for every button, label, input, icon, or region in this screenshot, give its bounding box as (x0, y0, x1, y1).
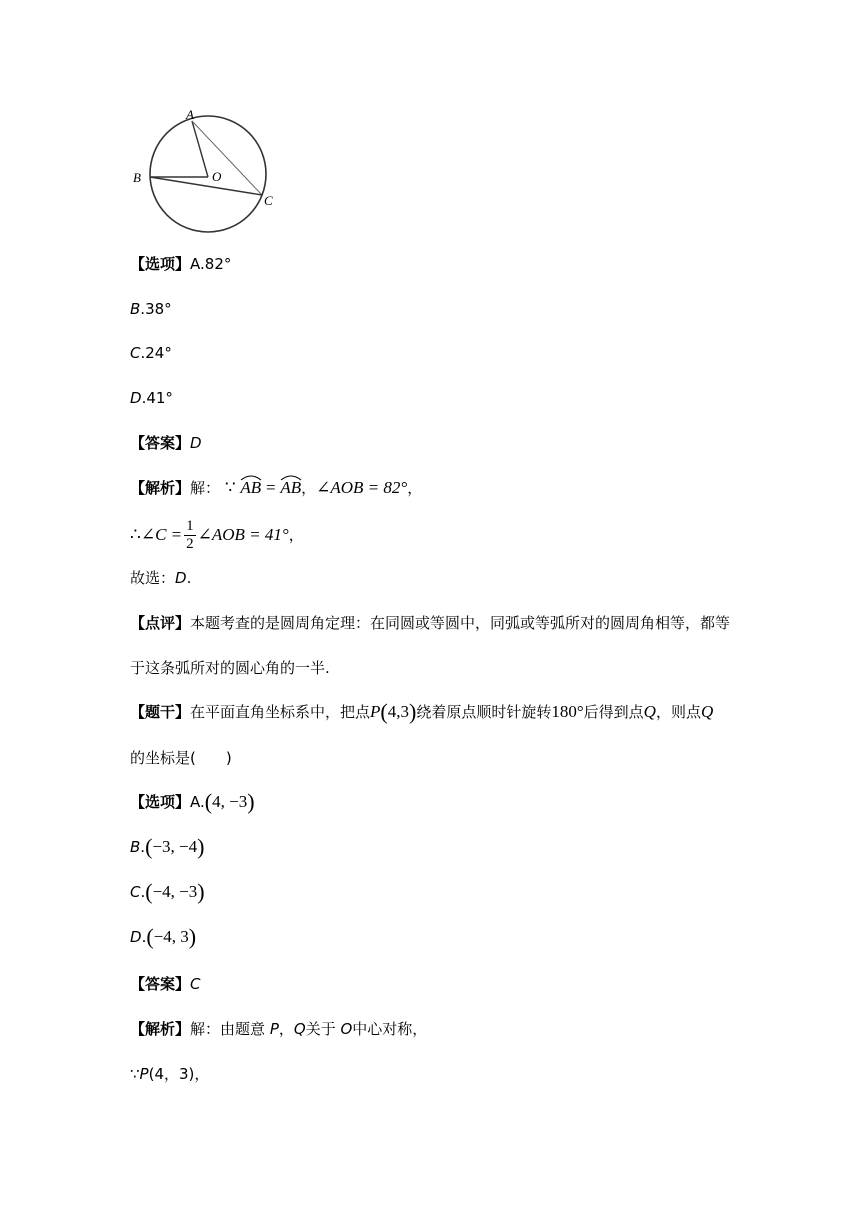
options-tag: 【选项】 (130, 255, 191, 273)
comma: ， (288, 526, 304, 544)
q2-option-a: 【选项】A.(4, −3) (130, 789, 255, 814)
option-letter: C (130, 344, 141, 362)
q1-answer (130, 433, 202, 453)
option-letter: D (130, 389, 142, 407)
choose-letter: D (175, 569, 187, 587)
arc-ab-1: AB (240, 478, 262, 497)
circle-figure (128, 104, 288, 236)
option-value: 4, −3 (212, 792, 248, 811)
point-q: Q (643, 702, 656, 721)
analysis-text: 中心对称， (352, 1020, 428, 1038)
option-value: .38° (140, 300, 172, 318)
point-o: O (340, 1020, 353, 1038)
answer-value: C (190, 975, 201, 993)
option-letter: D (130, 928, 142, 946)
stem-text: 后得到点 (583, 703, 644, 721)
option-prefix: A. (190, 793, 205, 811)
comma: ， (301, 479, 317, 497)
q2-option-c: C.(−4, −3) (130, 879, 205, 904)
q2-option-d: D.(−4, 3) (130, 924, 197, 949)
q1-option-a (130, 254, 231, 274)
q1-option-b (130, 299, 172, 319)
label-b: B (133, 170, 141, 185)
answer-tag: 【答案】 (130, 434, 191, 452)
stem-text: 的坐标是( ) (130, 749, 232, 767)
q2-option-b: B.(−3, −4) (130, 834, 205, 859)
choose-dot: . (186, 569, 192, 587)
option-value: −4, 3 (153, 927, 189, 946)
rotation-angle: 180° (551, 702, 584, 721)
point-p: P (370, 702, 381, 721)
option-value: .24° (140, 344, 172, 362)
comment-tag: 【点评】 (130, 614, 191, 632)
stem-tag: 【题干】 (130, 703, 191, 721)
q1-option-c (130, 343, 172, 363)
analysis-text: 关于 (305, 1020, 336, 1038)
comma: ， (407, 479, 423, 497)
point-p: P (139, 1065, 149, 1083)
stem-text: 绕着原点顺时针旋转 (416, 703, 552, 721)
option-letter: B (130, 838, 141, 856)
because-symbol: ∵ (130, 1065, 140, 1083)
because-symbol: ∵ (224, 478, 236, 497)
comment-text: 本题考查的是圆周角定理：在同圆或等圆中，同弧或等弧所对的圆周角相等，都等 (190, 614, 731, 632)
answer-tag: 【答案】 (130, 975, 191, 993)
analysis-tag: 【解析】 (130, 479, 191, 497)
segment-bc (150, 177, 262, 195)
analysis-tag: 【解析】 (130, 1020, 191, 1038)
option-value: −4, −3 (152, 882, 198, 901)
comma: ， (278, 1020, 294, 1038)
fraction-one-half (184, 518, 196, 553)
q1-comment-line1 (130, 613, 730, 633)
q1-comment-line2 (130, 658, 330, 678)
q2-answer (130, 974, 201, 994)
analysis-text: 解：由题意 (190, 1020, 266, 1038)
choose-prefix: 故选： (130, 569, 176, 587)
option-a-text: A.82° (190, 255, 232, 273)
stem-text: ，则点 (655, 703, 701, 721)
frac-numerator: 1 (186, 518, 194, 534)
q2-analysis-line1 (130, 1019, 427, 1039)
label-a: A (186, 107, 194, 122)
stem-text: 在平面直角坐标系中，把点 (190, 703, 371, 721)
q2-analysis-line2 (130, 1064, 209, 1084)
option-letter: B (130, 300, 141, 318)
q1-option-d (130, 388, 173, 408)
arc-ab-2: AB (280, 478, 302, 497)
point-q: Q (293, 1020, 306, 1038)
q1-choose (130, 568, 191, 588)
point-p: P (269, 1020, 279, 1038)
frac-denominator: 2 (186, 536, 194, 552)
q1-analysis-line2 (130, 515, 304, 555)
option-letter: C (130, 883, 141, 901)
angle-c-rhs: ∠AOB = 41° (197, 525, 289, 544)
options-tag: 【选项】 (130, 793, 191, 811)
option-value: −3, −4 (152, 837, 198, 856)
q1-analysis-line1 (130, 478, 422, 498)
equals-sign: = (265, 478, 276, 497)
point-q: Q (700, 702, 714, 721)
label-o: O (212, 169, 222, 184)
angle-c-lhs: ∠C = (140, 525, 183, 544)
point-p-coords: 4,3 (387, 702, 409, 721)
q2-stem-line1: 【题干】在平面直角坐标系中，把点P(4,3)绕着原点顺时针旋转180°后得到点Q，则点Q (130, 699, 714, 724)
therefore-symbol: ∴ (130, 525, 141, 544)
comment-text: 于这条弧所对的圆心角的一半. (130, 659, 330, 677)
q2-stem-line2 (130, 748, 232, 768)
angle-aob-expr: ∠AOB = 82° (316, 478, 408, 497)
analysis-prefix: 解： (190, 479, 221, 497)
circle (150, 116, 266, 232)
answer-value: D (190, 434, 202, 452)
label-c: C (264, 193, 273, 208)
point-p-coords: (4，3)， (148, 1065, 210, 1083)
option-value: .41° (141, 389, 173, 407)
